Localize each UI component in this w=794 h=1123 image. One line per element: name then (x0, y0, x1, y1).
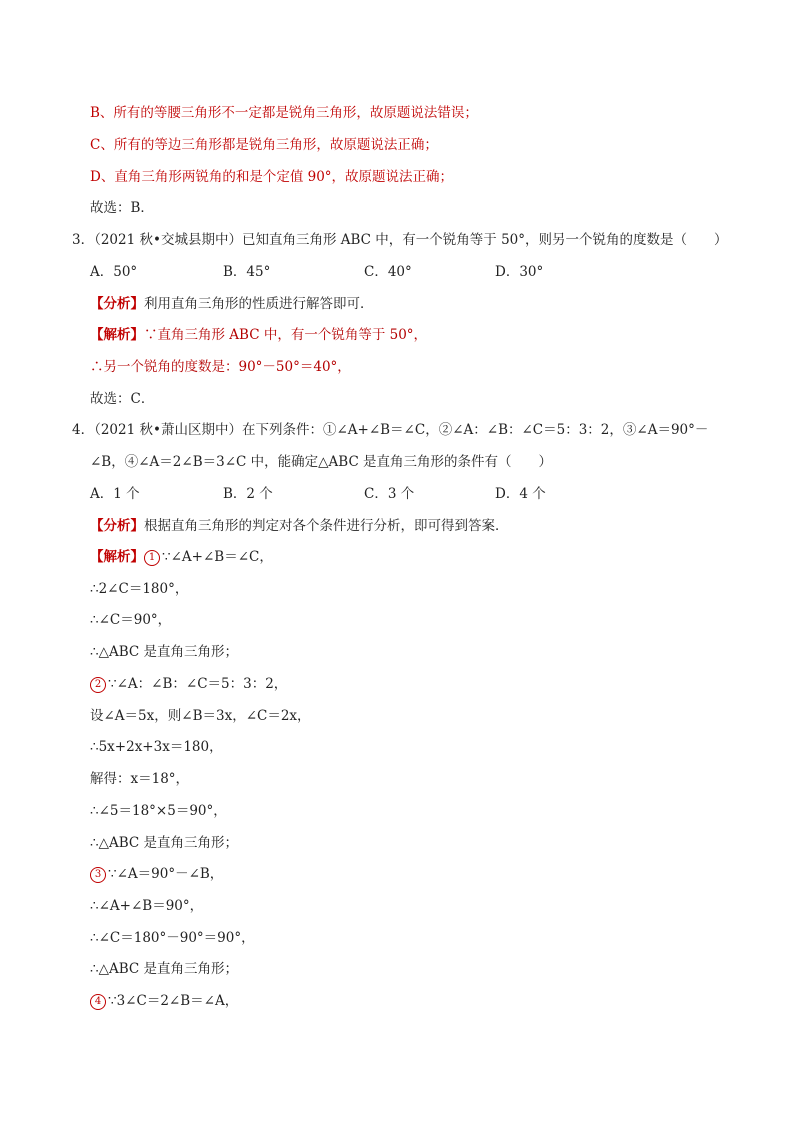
circled-number-4: 4 (90, 994, 106, 1010)
question-4-stem-line1: 4．（2021 秋•萧山区期中）在下列条件：①∠A+∠B＝∠C，②∠A：∠B：∠C＝5：3：2，③∠A＝90°－ (72, 422, 709, 438)
q4-step: ∵∠A：∠B：∠C＝5：3：2， (108, 676, 288, 692)
q4-step: ∵∠A＝90°－∠B， (108, 866, 224, 882)
q3-analysis (90, 294, 374, 314)
q4-analysis (90, 516, 509, 536)
q4-step: ∴△ABC 是直角三角形； (90, 835, 239, 851)
question-4-stem-line2: ∠B，④∠A＝2∠B＝3∠C 中，能确定△ABC 是直角三角形的条件有（ ） (90, 454, 553, 470)
q3-solution (90, 325, 427, 345)
circled-number-1: 1 (144, 550, 160, 566)
prev-option-c-explanation: C、所有的等边三角形都是锐角三角形，故原题说法正确； (90, 137, 438, 153)
q3-solution-text: ∵直角三角形 ABC 中，有一个锐角等于 50°， (144, 327, 428, 343)
q4-step: 设∠A＝5x，则∠B＝3x，∠C＝2x， (90, 708, 311, 724)
q4-option-b: B．2 个 (223, 486, 273, 502)
q4-step: ∴5x+2x+3x＝180， (90, 739, 223, 755)
q3-solution-step: ∴另一个锐角的度数是：90°－50°＝40°， (90, 359, 351, 375)
q4-step: ∴△ABC 是直角三角形； (90, 961, 239, 977)
q4-step: ∴2∠C＝180°， (90, 581, 189, 597)
question-3-stem: 3．（2021 秋•交城县期中）已知直角三角形 ABC 中，有一个锐角等于 50°，则另一个锐角的度数是（ ） (72, 232, 728, 248)
q4-case-3 (90, 864, 223, 884)
q4-analysis-text: 根据直角三角形的判定对各个条件进行分析，即可得到答案． (144, 518, 509, 534)
q4-case-4 (90, 991, 238, 1011)
prev-option-b-explanation: B、所有的等腰三角形不一定都是锐角三角形，故原题说法错误； (90, 105, 478, 121)
q3-answer: 故选：C． (90, 391, 155, 407)
q4-solution-label: 【解析】 (90, 549, 144, 565)
q3-analysis-label: 【分析】 (90, 296, 144, 312)
q4-step: ∴∠C＝180°－90°＝90°， (90, 930, 255, 946)
q3-analysis-text: 利用直角三角形的性质进行解答即可． (144, 296, 374, 312)
q3-option-d: D．30° (495, 264, 544, 280)
q4-option-d: D．4 个 (495, 486, 546, 502)
q4-case-2 (90, 674, 287, 694)
q4-step: ∴∠5＝18°×5＝90°， (90, 803, 227, 819)
q4-option-c: C．3 个 (364, 486, 415, 502)
circled-number-3: 3 (90, 867, 106, 883)
prev-option-d-explanation: D、直角三角形两锐角的和是个定值 90°，故原题说法正确； (90, 169, 454, 185)
q4-step: ∵∠A+∠B＝∠C， (162, 549, 273, 565)
q3-solution-label: 【解析】 (90, 327, 144, 343)
prev-answer: 故选：B． (90, 200, 154, 216)
q3-option-b: B．45° (223, 264, 271, 280)
q4-step: ∵3∠C＝2∠B＝∠A， (108, 993, 239, 1009)
q3-option-c: C．40° (364, 264, 412, 280)
q4-analysis-label: 【分析】 (90, 518, 144, 534)
circled-number-2: 2 (90, 677, 106, 693)
q3-option-a: A．50° (90, 264, 138, 280)
q4-step: 解得：x＝18°， (90, 771, 190, 787)
q4-solution-start (90, 547, 273, 567)
q4-step: ∴∠C＝90°， (90, 612, 172, 628)
q4-step: ∴∠A+∠B＝90°， (90, 898, 204, 914)
q4-option-a: A．1 个 (90, 486, 140, 502)
q4-step: ∴△ABC 是直角三角形； (90, 644, 239, 660)
